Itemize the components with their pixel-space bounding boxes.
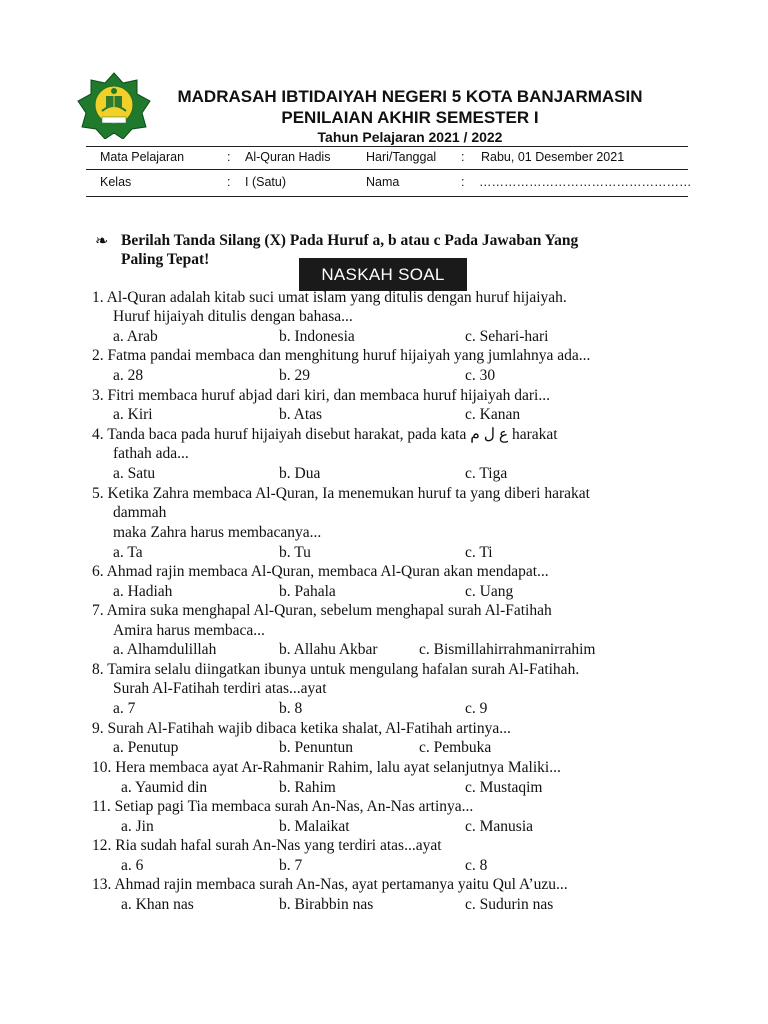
question-9-text: 9. Surah Al-Fatihah wajib dibaca ketika shalat, Al-Fatihah artinya...: [92, 720, 511, 737]
name-field: ……………………………………………: [479, 175, 692, 189]
question-7-text: 7. Amira suka menghapal Al-Quran, sebelum menghapal surah Al-Fatihah: [92, 602, 552, 619]
class-value: I (Satu): [245, 175, 286, 189]
instruction-line-1: Berilah Tanda Silang (X) Pada Huruf a, b atau c Pada Jawaban Yang: [121, 232, 579, 249]
question-9-option-b: b. Penuntun: [279, 739, 354, 756]
exam-title: PENILAIAN AKHIR SEMESTER I: [281, 108, 539, 127]
day-value: Rabu, 01 Desember 2021: [481, 150, 625, 164]
name-colon: :: [461, 175, 465, 189]
academic-year: Tahun Pelajaran 2021 / 2022: [317, 129, 503, 145]
day-label: Hari/Tanggal: [366, 150, 437, 164]
subject-label: Mata Pelajaran: [100, 150, 185, 164]
table-top-rule: [86, 146, 688, 147]
subject-value: Al-Quran Hadis: [245, 150, 331, 164]
question-5-text-2: dammah: [113, 504, 167, 521]
question-3-option-b: b. Atas: [279, 406, 323, 423]
question-12-option-a: a. 6: [121, 857, 144, 874]
question-13-text: 13. Ahmad rajin membaca surah An-Nas, ayat pertamanya yaitu Qul A’uzu...: [92, 876, 568, 893]
floral-icon: ❧: [95, 231, 109, 250]
question-1-option-c: c. Sehari-hari: [465, 328, 549, 345]
question-9-option-a: a. Penutup: [113, 739, 179, 756]
day-colon: :: [461, 150, 465, 164]
question-4-option-b: b. Dua: [279, 465, 321, 482]
question-12-option-b: b. 7: [279, 857, 303, 874]
question-7-option-a: a. Alhamdulillah: [113, 641, 217, 658]
class-colon: :: [227, 175, 231, 189]
question-3-text: 3. Fitri membaca huruf abjad dari kiri, dan membaca huruf hijaiyah dari...: [92, 387, 550, 404]
question-8-option-b: b. 8: [279, 700, 303, 717]
question-10-option-a: a. Yaumid din: [121, 779, 208, 796]
question-3-option-c: c. Kanan: [465, 406, 521, 423]
table-mid-rule: [86, 169, 688, 170]
question-5-option-c: c. Ti: [465, 544, 493, 561]
question-5-option-a: a. Ta: [113, 544, 143, 561]
question-6-option-a: a. Hadiah: [113, 583, 173, 600]
class-label: Kelas: [100, 175, 132, 189]
question-1-option-b: b. Indonesia: [279, 328, 355, 345]
question-5-option-b: b. Tu: [279, 544, 311, 561]
question-3-option-a: a. Kiri: [113, 406, 153, 423]
question-6-text: 6. Ahmad rajin membaca Al-Quran, membaca Al-Quran akan mendapat...: [92, 563, 549, 580]
question-10-option-c: c. Mustaqim: [465, 779, 543, 796]
question-2-text: 2. Fatma pandai membaca dan menghitung huruf hijaiyah yang jumlahnya ada...: [92, 347, 591, 364]
question-6-option-b: b. Pahala: [279, 583, 336, 600]
naskah-soal-badge: NASKAH SOAL: [299, 258, 467, 291]
question-7-option-b: b. Allahu Akbar: [279, 641, 378, 658]
question-9-option-c: c. Pembuka: [419, 739, 492, 756]
question-1-text: 1. Al-Quran adalah kitab suci umat islam yang ditulis dengan huruf hijaiyah.: [92, 289, 567, 306]
question-11-option-b: b. Malaikat: [279, 818, 350, 835]
name-label: Nama: [366, 175, 400, 189]
question-8-text: 8. Tamira selalu diingatkan ibunya untuk mengulang hafalan surah Al-Fatihah.: [92, 661, 580, 678]
question-1-text-2: Huruf hijaiyah ditulis dengan bahasa...: [113, 308, 353, 325]
question-13-option-c: c. Sudurin nas: [465, 896, 554, 913]
question-8-option-a: a. 7: [113, 700, 136, 717]
question-5-text-3: maka Zahra harus membacanya...: [113, 524, 322, 541]
question-10-text: 10. Hera membaca ayat Ar-Rahmanir Rahim, lalu ayat selanjutnya Maliki...: [92, 759, 561, 776]
question-5-text: 5. Ketika Zahra membaca Al-Quran, Ia menemukan huruf ta yang diberi harakat: [92, 485, 590, 502]
question-12-text: 12. Ria sudah hafal surah An-Nas yang terdiri atas...ayat: [92, 837, 442, 854]
question-2-option-c: c. 30: [465, 367, 496, 384]
madrasah-logo: [76, 71, 152, 139]
question-8-option-c: c. 9: [465, 700, 488, 717]
instruction-line-2: Paling Tepat!: [121, 251, 210, 268]
school-name: MADRASAH IBTIDAIYAH NEGERI 5 KOTA BANJARMASIN: [177, 87, 643, 106]
question-4-text-2: fathah ada...: [113, 445, 189, 462]
question-1-option-a: a. Arab: [113, 328, 158, 345]
subject-colon: :: [227, 150, 231, 164]
question-4-option-c: c. Tiga: [465, 465, 508, 482]
question-8-text-2: Surah Al-Fatihah terdiri atas...ayat: [113, 680, 327, 697]
question-4-text: 4. Tanda baca pada huruf hijaiyah disebut harakat, pada kata ع ل م harakat: [92, 426, 558, 443]
question-2-option-b: b. 29: [279, 367, 310, 384]
question-12-option-c: c. 8: [465, 857, 488, 874]
question-13-option-a: a. Khan nas: [121, 896, 194, 913]
question-4-option-a: a. Satu: [113, 465, 156, 482]
question-11-option-a: a. Jin: [121, 818, 154, 835]
question-11-option-c: c. Manusia: [465, 818, 534, 835]
question-6-option-c: c. Uang: [465, 583, 514, 600]
question-11-text: 11. Setiap pagi Tia membaca surah An-Nas, An-Nas artinya...: [92, 798, 474, 815]
question-13-option-b: b. Birabbin nas: [279, 896, 374, 913]
question-7-text-2: Amira harus membaca...: [113, 622, 265, 639]
table-bottom-rule: [86, 196, 688, 197]
question-2-option-a: a. 28: [113, 367, 144, 384]
question-7-option-c: c. Bismillahirrahmanirrahim: [419, 641, 596, 658]
question-10-option-b: b. Rahim: [279, 779, 336, 796]
